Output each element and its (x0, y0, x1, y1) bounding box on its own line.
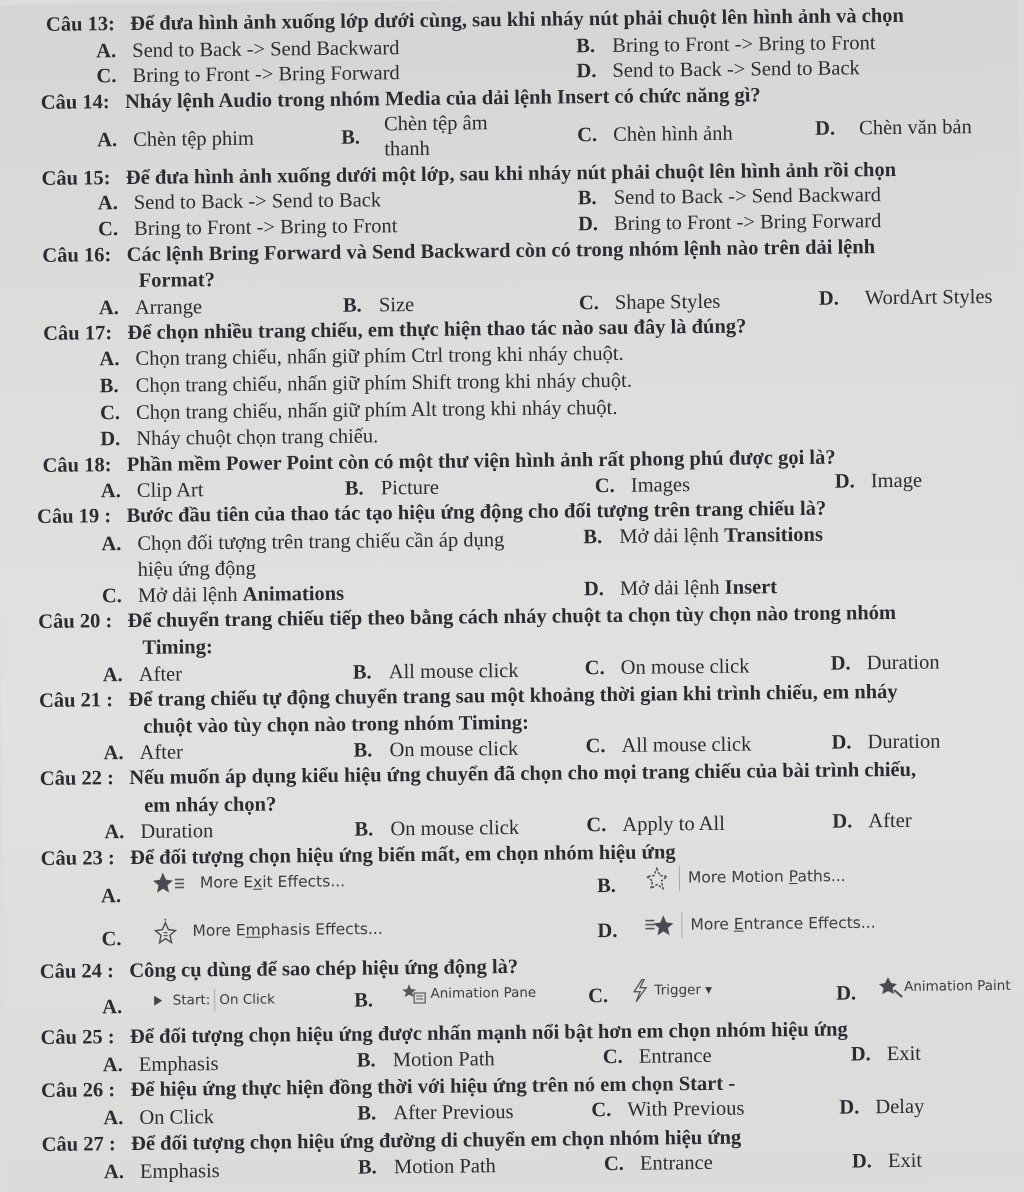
question-text-continued: chuột vào tùy chọn nào trong nhóm Timing: (143, 711, 529, 739)
option-a: A. Arrange (99, 295, 202, 320)
option-d: D. Image (835, 469, 922, 494)
option-b-text-line2: thanh (384, 137, 430, 161)
option-b: B. (341, 125, 381, 149)
option-b: B. Motion Path (358, 1154, 496, 1179)
question-text: Để đưa hình ảnh xuống lớp dưới cùng, sau khi nháy nút phải chuột lên hình ảnh và chọn (130, 5, 904, 35)
question-24 (40, 955, 518, 984)
question-text: Nháy lệnh Audio trong nhóm Media của dải lệnh Insert có chức năng gì? (125, 84, 761, 113)
chevron-down-icon: ▾ (705, 982, 712, 998)
question-number: Câu 26 : (41, 1079, 115, 1102)
menu-separator (681, 912, 682, 938)
option-a: A. After (103, 740, 183, 765)
option-b: B. Chọn trang chiếu, nhấn giữ phím Shift trong khi nháy chuột. (100, 369, 632, 399)
option-c: C. Bring to Front -> Bring Forward (96, 61, 399, 88)
question-number: Câu 19 : (37, 505, 111, 528)
option-c: C. On mouse click (585, 655, 750, 681)
option-a: A. Clip Art (101, 478, 204, 503)
question-25 (40, 1018, 847, 1050)
option-c: C. Entrance (603, 1044, 712, 1069)
animation-painter-button: Animation Paint (878, 975, 1011, 998)
option-d: D. (597, 919, 633, 943)
option-a: A. Send to Back -> Send Backward (96, 36, 399, 63)
option-c: C. With Previous (591, 1097, 744, 1123)
option-a: A. Duration (104, 819, 213, 844)
animation-pane-icon (402, 986, 426, 1002)
question-text: Để chọn nhiều trang chiếu, em thực hiện thao tác nào sau đây là đúng? (127, 316, 746, 344)
option-d: D. Delay (839, 1095, 924, 1120)
option-a-continued: hiệu ứng động (138, 557, 256, 582)
trigger-dropdown: Trigger ▾ (630, 978, 712, 1003)
option-b-text-line1: Chèn tệp âm (384, 111, 488, 136)
question-number: Câu 13: (46, 13, 115, 36)
option-d: D. Mở dải lệnh Insert (584, 575, 777, 601)
option-d: D. Exit (851, 1042, 921, 1067)
question-text: Để chuyển trang chiếu tiếp theo bằng cách nháy chuột ta chọn tùy chọn nào trong nhóm (128, 602, 897, 632)
option-c: C. Chọn trang chiếu, nhấn giữ phím Alt trong khi nháy chuột. (100, 396, 618, 425)
motion-paths-icon (643, 869, 671, 887)
question-number: Câu 21 : (39, 689, 113, 712)
more-emphasis-effects-menuitem: More Emphasis Effects... (151, 915, 383, 945)
option-c: C. Bring to Front -> Bring to Front (98, 214, 398, 241)
more-exit-effects-menuitem: More Exit Effects... (153, 870, 345, 896)
question-23 (41, 840, 676, 871)
question-text: Để đối tượng chọn hiệu ứng biến mất, em chọn nhóm hiệu ứng (130, 841, 676, 869)
question-text: Để đối tượng chọn hiệu ứng được nhấn mạnh nổi bật hơn em chọn nhóm hiệu ứng (130, 1019, 848, 1049)
option-b: B. Size (343, 293, 415, 318)
option-b: B. All mouse click (353, 659, 519, 685)
question-number: Câu 22 : (40, 767, 114, 790)
option-b: B. Send to Back -> Send Backward (578, 183, 881, 210)
question-text-continued: em nháy chọn? (144, 792, 276, 817)
option-c: C. All mouse click (585, 733, 751, 759)
question-number: Câu 18: (42, 454, 111, 477)
option-a: A. Chọn trang chiếu, nhấn giữ phím Ctrl trong khi nháy chuột. (99, 342, 623, 371)
option-a: A. Send to Back -> Send to Back (98, 188, 382, 215)
field-separator (214, 989, 215, 1011)
option-d: D. Duration (831, 651, 940, 676)
question-number: Câu 14: (41, 91, 110, 114)
option-c: C. Entrance (604, 1151, 713, 1176)
option-b: B. On mouse click (353, 737, 518, 763)
option-a: A. On Click (103, 1105, 214, 1130)
more-motion-paths-menuitem: More Motion Paths... (643, 864, 846, 892)
question-number: Câu 23 : (41, 847, 115, 870)
option-d: D. Bring to Front -> Bring Forward (578, 209, 881, 236)
exit-effects-icon (153, 874, 187, 892)
start-on-click-control: Start: On Click (152, 989, 275, 1012)
animation-painter-icon (878, 979, 904, 995)
option-c: C. Apply to All (586, 812, 725, 837)
option-d: D. Nháy chuột chọn trang chiếu. (100, 424, 378, 451)
question-text: Để hiệu ứng thực hiện đồng thời với hiệu ứng trên nó em chọn Start - (130, 1073, 735, 1101)
option-a: A. (102, 995, 138, 1019)
question-number: Câu 16: (42, 244, 111, 267)
question-text: Để đưa hình ảnh xuống dưới một lớp, sau khi nháy nút phải chuột lên hình ảnh rồi chọn (126, 159, 896, 189)
question-number: Câu 20 : (38, 610, 112, 633)
question-14 (41, 83, 761, 115)
option-d: D. After (832, 809, 912, 834)
animation-pane-button: Animation Pane (402, 982, 536, 1005)
option-b: B. Mở dải lệnh Transitions (583, 523, 823, 550)
option-a: A. Chèn tệp phim (97, 127, 254, 153)
question-text: Bước đầu tiên của thao tác tạo hiệu ứng động cho đối tượng trên trang chiếu là? (126, 498, 826, 527)
option-c: C. Images (595, 473, 690, 498)
option-b: B. (597, 874, 633, 898)
question-number: Câu 27 : (42, 1133, 116, 1156)
option-d: D. Duration (831, 730, 940, 755)
question-text-continued: Timing: (142, 635, 212, 660)
option-b: B. Bring to Front -> Bring to Front (576, 31, 876, 58)
option-b: B. (354, 988, 390, 1012)
question-text-continued: Format? (139, 268, 216, 293)
option-d: D. Send to Back -> Send to Back (576, 56, 860, 83)
question-text: Công cụ dùng để sao chép hiệu ứng động là? (129, 956, 518, 982)
emphasis-effects-icon (151, 922, 181, 940)
option-d: D. Chèn văn bản (815, 115, 972, 141)
option-b: B. Picture (345, 476, 439, 501)
option-b: B. After Previous (357, 1100, 513, 1126)
option-a: A. Emphasis (104, 1159, 220, 1184)
question-text: Nếu muốn áp dụng kiểu hiệu ứng chuyển đã chọn cho mọi trang chiếu của bài trình chiếu, (129, 759, 916, 789)
option-c: C. Mở dải lệnh Animations (102, 582, 344, 609)
question-number: Câu 17: (43, 322, 112, 345)
question-text: Để trang chiếu tự động chuyển trang sau một khoảng thời gian khi trình chiếu, em nháy (128, 681, 897, 711)
option-b: B. On mouse click (354, 816, 519, 842)
option-d: D. (836, 981, 872, 1005)
question-text: Phần mềm Power Point còn có một thư viện hình ảnh rất phong phú được gọi là? (127, 447, 836, 476)
question-text: Để đối tượng chọn hiệu ứng đường di chuyển em chọn nhóm hiệu ứng (131, 1127, 741, 1155)
option-c: C. Shape Styles (579, 290, 721, 315)
entrance-effects-icon (643, 916, 673, 934)
more-entrance-effects-menuitem: More Entrance Effects... (643, 910, 875, 938)
option-d: D. Exit (852, 1149, 922, 1174)
question-number: Câu 24 : (40, 960, 114, 983)
option-b: B. Motion Path (357, 1047, 495, 1072)
option-a: A. After (103, 662, 183, 687)
option-a: A. Chọn đối tượng trên trang chiếu cần áp dụng (101, 528, 504, 556)
option-a: A. Emphasis (103, 1052, 219, 1077)
option-c: C. (101, 927, 137, 951)
option-c: C. (588, 984, 624, 1008)
option-d: D. WordArt Styles (819, 285, 993, 311)
question-text: Các lệnh Bring Forward và Send Backward còn có trong nhóm lệnh nào trên dải lệnh (127, 236, 876, 266)
lightning-icon (630, 983, 650, 999)
option-c: C. Chèn hình ảnh (577, 122, 733, 148)
option-a: A. (101, 884, 137, 908)
play-icon (152, 993, 164, 1009)
question-number: Câu 15: (41, 167, 110, 190)
menu-separator (679, 865, 680, 891)
question-number: Câu 25 : (40, 1026, 114, 1049)
